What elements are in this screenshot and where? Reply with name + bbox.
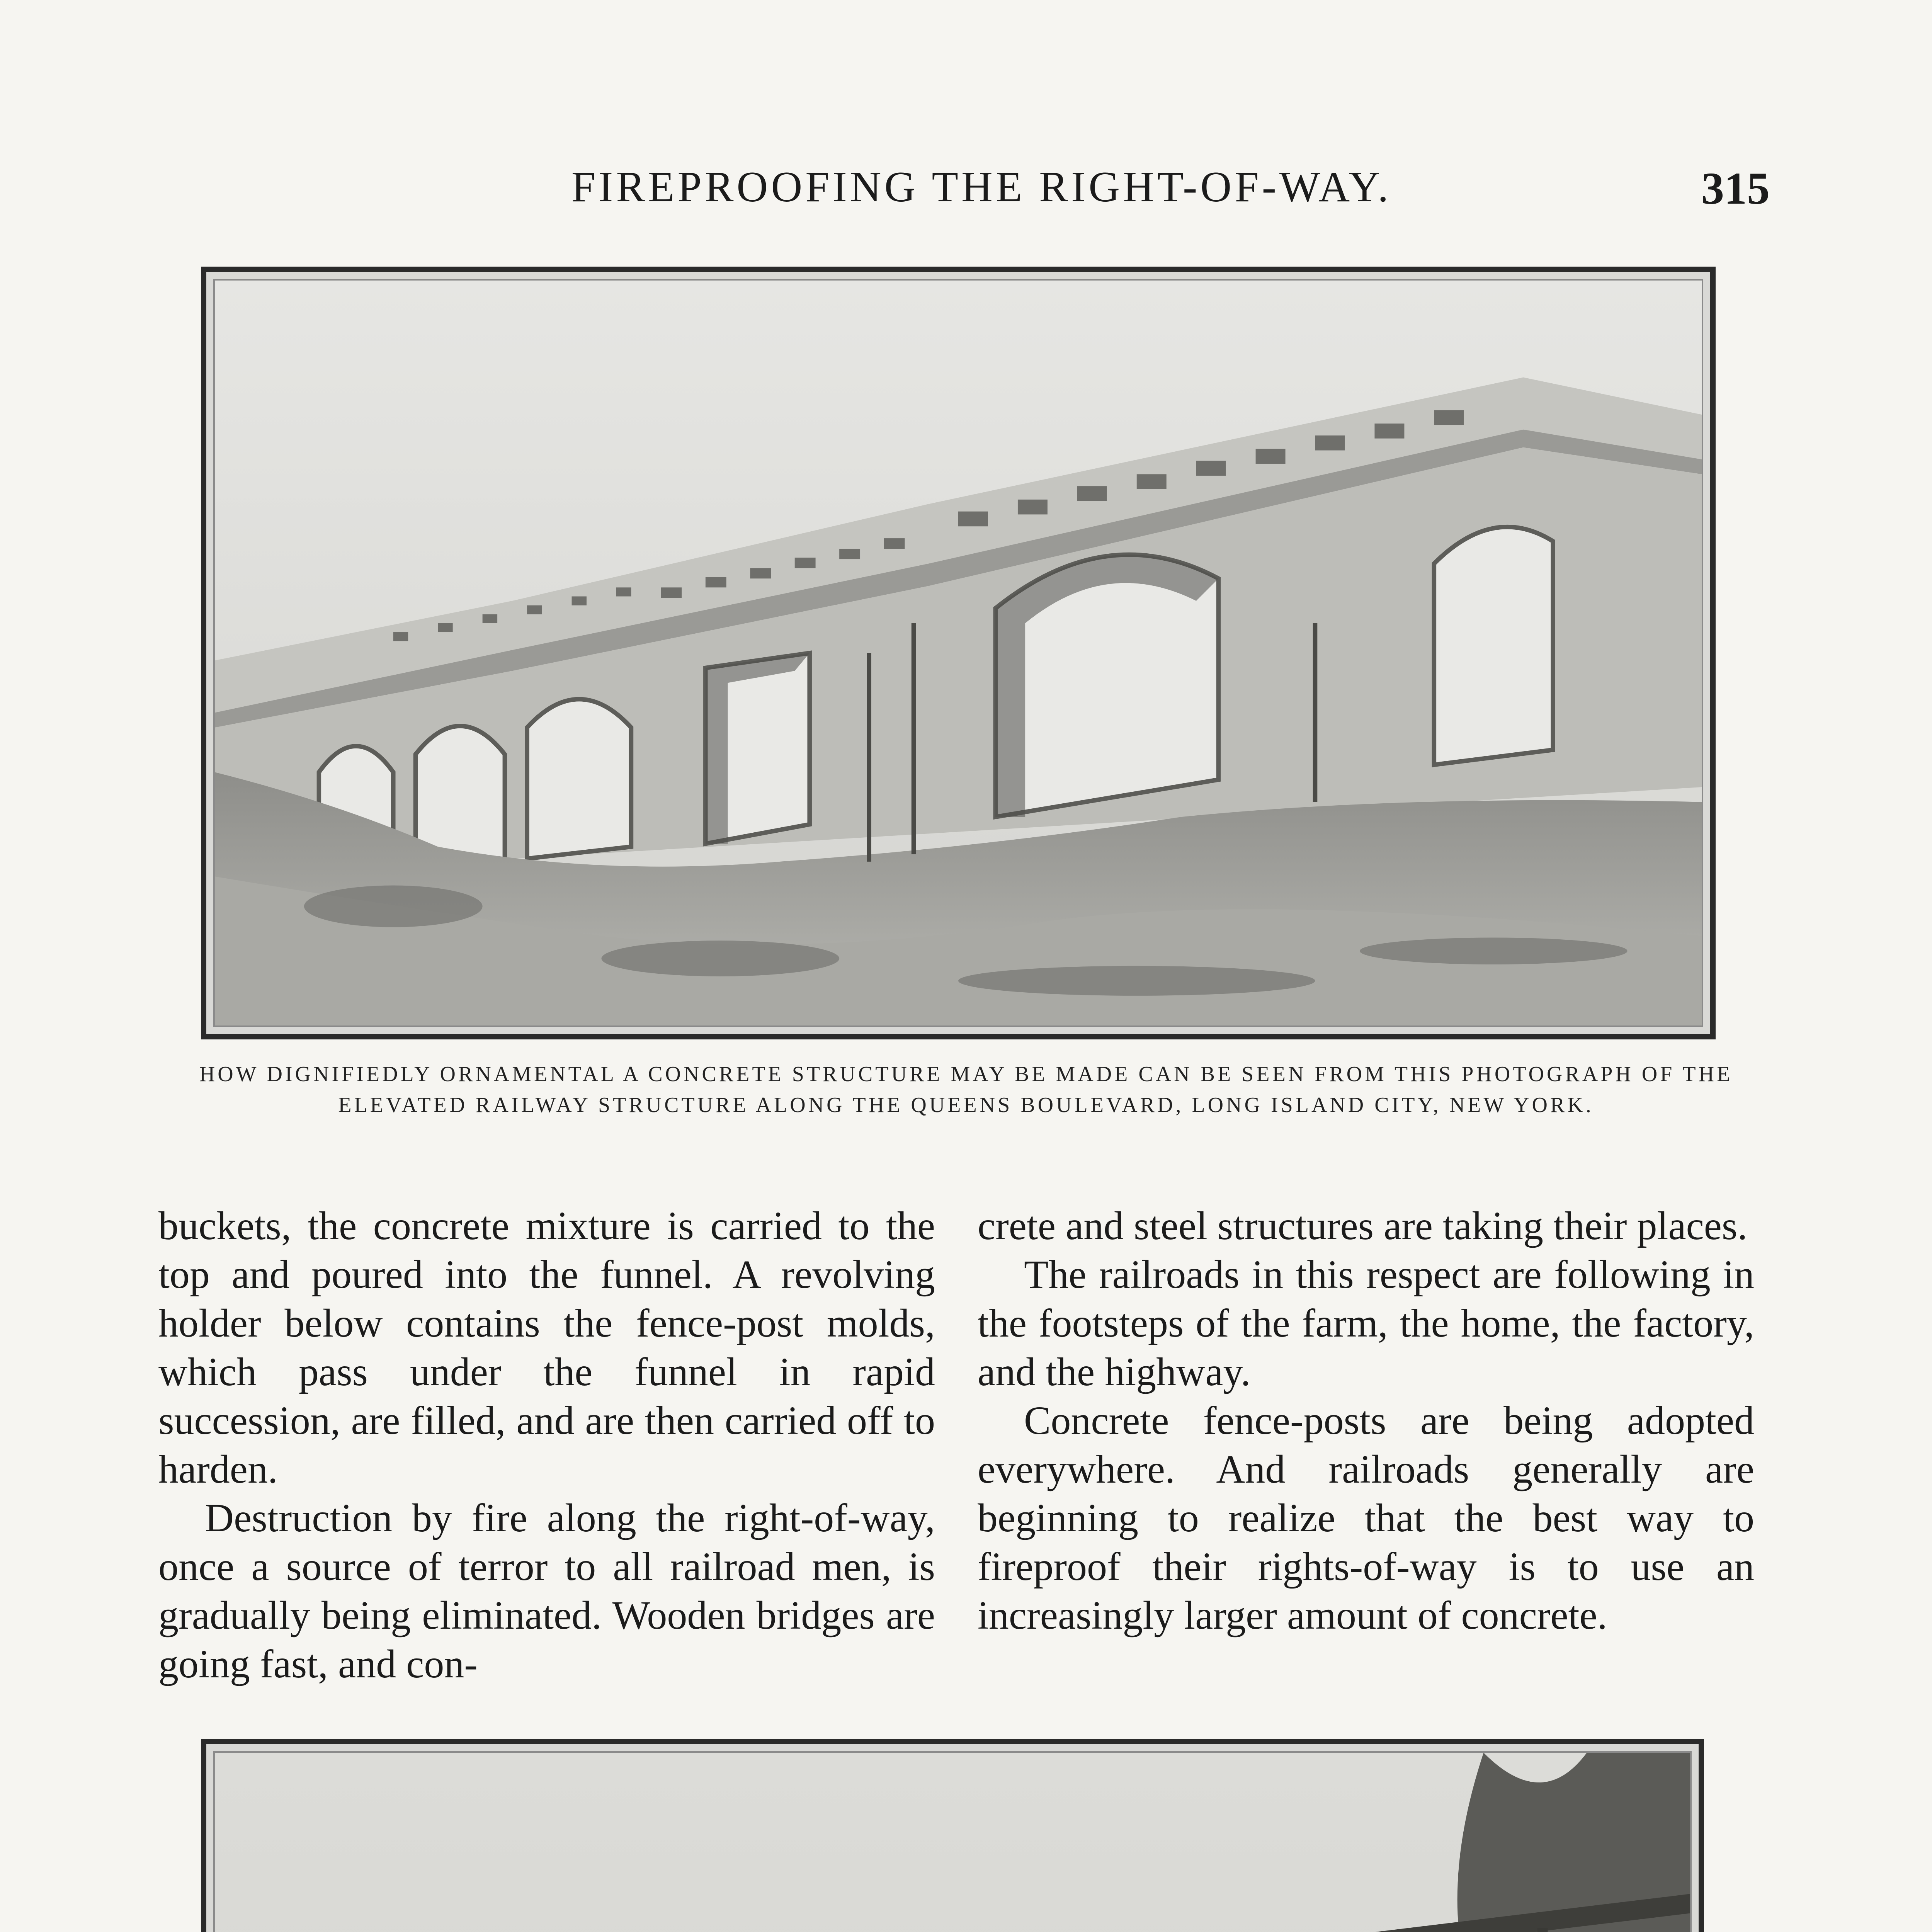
paragraph: Concrete fence-posts are being adopted everywhere. And railroads generally are beginning to realize that the best way to fireproof their rights-of-way is to use an increasingly larger amount of concrete. [978, 1398, 1754, 1638]
paragraph: Destruction by fire along the right-of-way, once a source of terror to all railroad men, is gradually being eliminated. Wooden bridges are going fast, and con- [158, 1496, 935, 1686]
culvert-illustration [215, 1753, 1690, 1932]
paragraph: The railroads in this respect are following in the footsteps of the farm, the home, the factory, and the highway. [978, 1252, 1754, 1394]
paragraph: buckets, the concrete mixture is carried to the top and poured into the funnel. A revolving holder below contains the fence-post molds, which pass under the funnel in rapid succession, are filled, and are then carried off to harden. [158, 1204, 935, 1492]
figure-caption-1: HOW DIGNIFIEDLY ORNAMENTAL A CONCRETE STRUCTURE MAY BE MADE CAN BE SEEN FROM THIS PHOTOGRAPH OF THE ELEVATED RAILWAY STRUCTURE ALONG THE QUEENS BOULEVARD, LONG ISLAND CITY, NEW YORK. [199, 1062, 1733, 1117]
text-column-left [158, 1202, 935, 1689]
running-header-title: FIREPROOFING THE RIGHT-OF-WAY. [571, 163, 1392, 211]
elevated-railway-illustration [215, 281, 1702, 1026]
paragraph: crete and steel structures are taking their places. [978, 1204, 1748, 1248]
text-column-right [978, 1202, 1754, 1640]
page-number: 315 [1701, 163, 1770, 214]
elevated-railway-photo [201, 267, 1716, 1039]
culvert-photo [201, 1739, 1704, 1932]
